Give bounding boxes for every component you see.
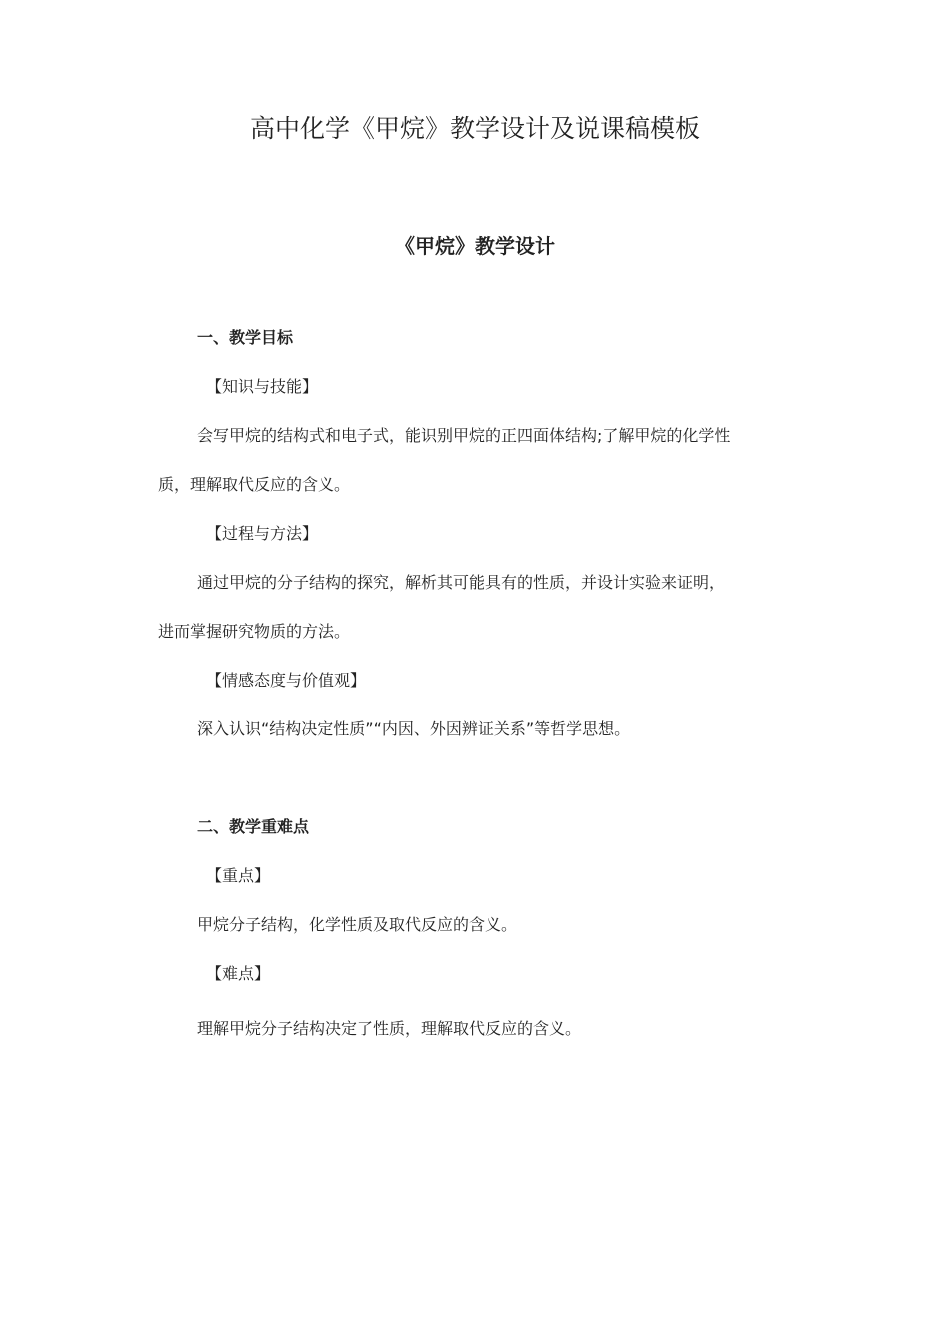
emotion-values-text-line1: 深入认识“结构决定性质”“内因、外因辨证关系”等哲学思想。 [197, 719, 631, 738]
key-points-text-line1: 甲烷分子结构，化学性质及取代反应的含义。 [197, 915, 518, 934]
section2-heading: 二、教学重难点 [197, 817, 310, 836]
key-points-label: 【重点】 [206, 866, 271, 885]
process-methods-text-line2: 进而掌握研究物质的方法。 [158, 622, 351, 641]
emotion-values-label: 【情感态度与价值观】 [206, 671, 367, 690]
section1-heading: 一、教学目标 [197, 328, 294, 347]
document-title: 高中化学《甲烷》教学设计及说课稿模板 [249, 114, 700, 143]
document-subtitle: 《甲烷》教学设计 [395, 234, 555, 258]
difficult-points-text-line1: 理解甲烷分子结构决定了性质，理解取代反应的含义。 [197, 1019, 582, 1038]
process-methods-label: 【过程与方法】 [206, 524, 319, 543]
difficult-points-label: 【难点】 [206, 964, 271, 983]
knowledge-skills-label: 【知识与技能】 [206, 377, 319, 396]
knowledge-skills-text-line2: 质，理解取代反应的含义。 [158, 475, 351, 494]
knowledge-skills-text-line1: 会写甲烷的结构式和电子式，能识别甲烷的正四面体结构;了解甲烷的化学性 [197, 426, 731, 445]
process-methods-text-line1: 通过甲烷的分子结构的探究，解析其可能具有的性质，并设计实验来证明， [197, 573, 726, 592]
